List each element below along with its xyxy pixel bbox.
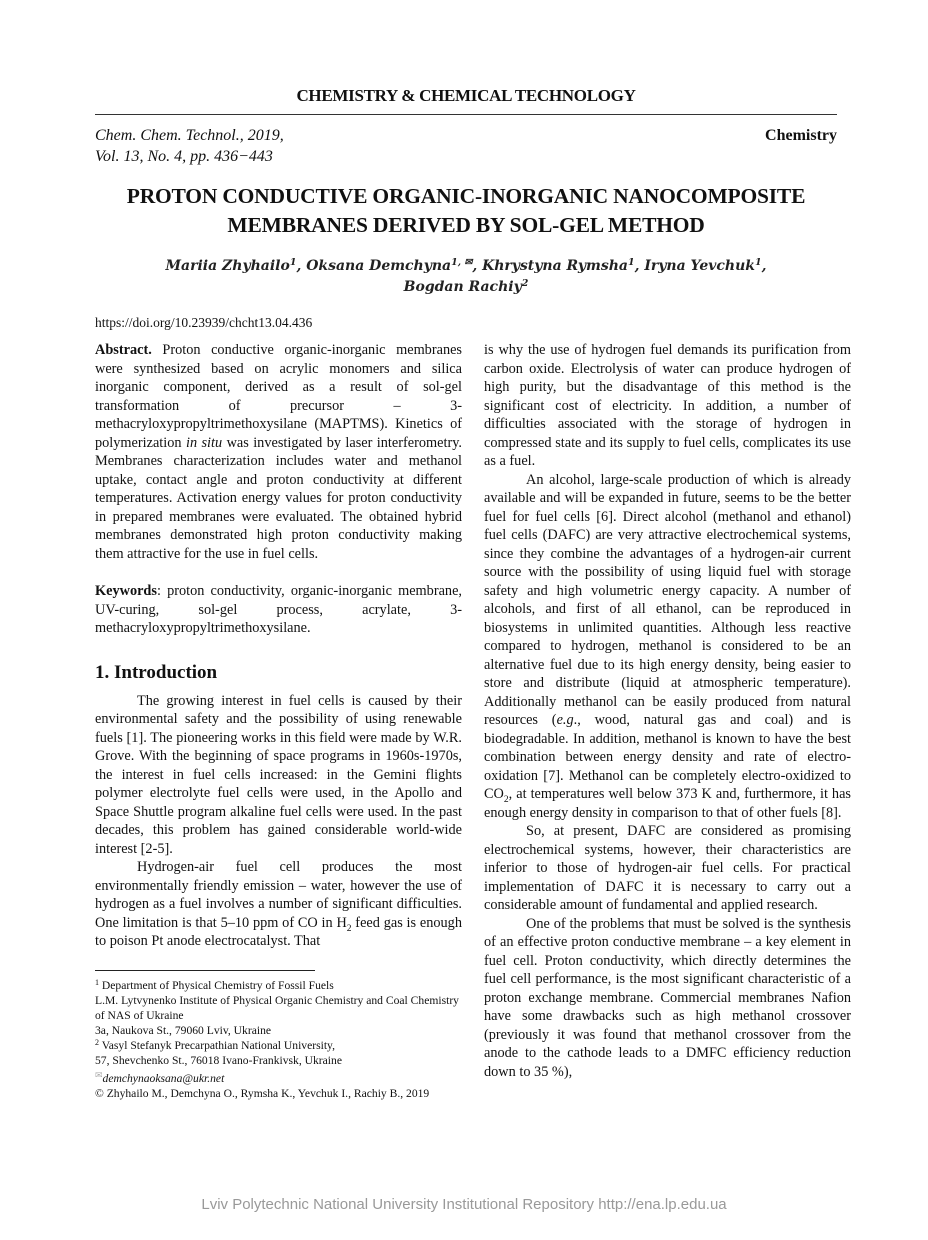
right-column	[484, 341, 851, 1081]
mail-icon: ✉	[95, 1070, 103, 1080]
repository-footer: Lviv Polytechnic National University Institutional Repository http://ena.lp.edu.ua	[201, 1196, 727, 1213]
author-name: Iryna Yevchuk	[644, 258, 755, 274]
paragraph: The growing interest in fuel cells is caused by their environmental safety and the possibility of using renewable fuels [1]. The pioneering works in this field were made by W.R. Grove. With the beginning of space programs in 1960s-1970s, the interest in fuel cells increased: in the Gemini flights polymer electrolyte fuel cells were used, in the Apollo and Space Shuttle program alkaline fuel cells were used. In the past decades, this problem has gained considerable world-wide interest [2-5].	[95, 692, 462, 857]
abstract-label: Abstract.	[95, 342, 152, 358]
section-heading-introduction: 1. Introduction	[95, 661, 218, 683]
article-title	[95, 182, 837, 240]
citation	[95, 125, 284, 167]
paragraph: One of the problems that must be solved is the synthesis of an effective proton conductive membrane – a key element in fuel cell. Proton conductivity, which directly determines the fuel cell performance, is the most significant characteristic of a proton exchange membrane. Commercial membranes Nafion have some drawbacks such as high methanol crossover (previously it was found that methanol crossover from the anode to the cathode leads to a DMFC efficiency reduction down to 35 %),	[484, 915, 851, 1080]
author-affiliation: 2	[521, 278, 529, 289]
footnotes: $^1$ Department of Physical Chemistry of Fossil Fuels L.M. Lytvynenko Institute of Physical Organic Chemistry and Coal Chemistry of NAS of Ukraine 3a, Naukova St., 79060 Lviv, Ukraine $^2$ Vasyl Stefanyk Precarpathian National University, 57, Shevchenko St., 76018 Ivano-Frankivsk, Ukraine ✉demchynaoksana@ukr.net © Zhyhailo M., Demchyna O., Rymsha K., Yevchuk I., Rachiy B., 2019	[95, 978, 465, 1101]
title-line-2: MEMBRANES DERIVED BY SOL-GEL METHOD	[227, 213, 705, 237]
section-tag: Chemistry	[765, 127, 837, 144]
paragraph: So, at present, DAFC are considered as promising electrochemical systems, however, their characteristics are inferior to those of hydrogen-air fuel cells. For practical implementation of DAFC it is necessary to carry out a considerable amount of fundamental and applied research.	[484, 823, 851, 913]
author-affiliation: 1	[754, 257, 762, 268]
header-divider	[95, 114, 837, 115]
paragraph: An alcohol, large-scale production of which is already available and will be expanded in future, seems to be the better fuel for fuel cells [6]. Direct alcohol (methanol and ethanol) fuel cells (DAFC) are very attractive electrochemical systems, since they combine the advantages of a hydrogen-air current source with the possibility of using liquid fuel with storage safety and high volumetric energy capacity. A number of alcohols, and first of all ethanol, can be reproduced in biosystems in unlimited quantities. Although less reactive compared to hydrogen, methanol is considered to be an alternative fuel due to its high energy density, being easier to store and distribute (liquid at atmospheric temperature). Additionally methanol can be easily produced from natural resources (e.g., wood, natural gas and coal) and is biodegradable. In addition, methanol is known to have the best combination between energy density and rate of electro-oxidation [7]. Methanol can be completely electro-oxidized to $CO_2$, at temperatures well below 373 K and, furthermore, it has enough energy density in comparison to that of other fuels [8].	[484, 471, 851, 821]
paragraph: Hydrogen-air fuel cell produces the most environmentally friendly emission – water, however the use of hydrogen as a fuel involves a number of significant difficulties. One limitation is that 5–10 ppm of CO in $H_2$ feed gas is enough to poison Pt anode electrocatalyst. That	[95, 859, 462, 949]
citation-line-1: Chem. Chem. Technol., 2019,	[95, 127, 284, 144]
journal-name: CHEMISTRY & CHEMICAL TECHNOLOGY	[296, 86, 636, 105]
author-name: Mariia Zhyhailo	[165, 258, 290, 274]
footnote-divider	[95, 970, 315, 971]
citation-line-2: Vol. 13, No. 4, pp. 436−443	[95, 148, 273, 165]
doi-link[interactable]: https://doi.org/10.23939/chcht13.04.436	[95, 315, 313, 330]
author-affiliation: 1	[628, 257, 635, 268]
author-name: Bogdan Rachiy	[403, 279, 522, 295]
keywords: Keywords: proton conductivity, organic-inorganic membrane, UV-curing, sol-gel process, acrylate, 3-methacryloxypropyltrimethoxysilane.	[95, 583, 462, 636]
author-list: Mariia Zhyhailo$^1$, Oksana Demchyna$^{1, ✉}$, Khrystyna Rymsha$^1$, Iryna Yevchuk$^1$, Bogdan Rachiy$^2$	[165, 257, 767, 295]
author-name: Oksana Demchyna	[306, 258, 452, 274]
author-affiliation: 1	[289, 257, 297, 268]
author-name: Khrystyna Rymsha	[482, 258, 628, 274]
copyright: © Zhyhailo M., Demchyna O., Rymsha K., Yevchuk I., Rachiy B., 2019	[95, 1087, 430, 1100]
keywords-label: Keywords	[95, 583, 157, 599]
email-link[interactable]: demchynaoksana@ukr.net	[102, 1072, 225, 1085]
left-column	[95, 341, 462, 951]
paragraph: is why the use of hydrogen fuel demands its purification from carbon oxide. Electrolysis of water can produce hydrogen of high purity, but the disadvantage of this method is the significant cost of electricity. In addition, a number of difficulties associated with the storage of hydrogen in compressed state and its supply to fuel cells, complicates its use as a fuel.	[484, 342, 851, 469]
author-affiliation-with-mail-icon: 1, ✉	[451, 257, 473, 268]
title-line-1: PROTON CONDUCTIVE ORGANIC-INORGANIC NANOCOMPOSITE	[126, 184, 806, 208]
abstract: Abstract. Proton conductive organic-inorganic membranes were synthesized based on acrylic monomers and silica inorganic component, derived as a result of sol-gel transformation of precursor – 3-methacryloxypropyltrimethoxysilane (MAPTMS). Kinetics of polymerization in situ was investigated by laser interferometry. Membranes characterization includes water and methanol uptake, contact angle and proton conductivity at different temperatures. Activation energy values for proton conductivity in prepared membranes were evaluated. The obtained hybrid membranes demonstrated high proton conductivity making them attractive for the use in fuel cells.	[95, 342, 463, 562]
